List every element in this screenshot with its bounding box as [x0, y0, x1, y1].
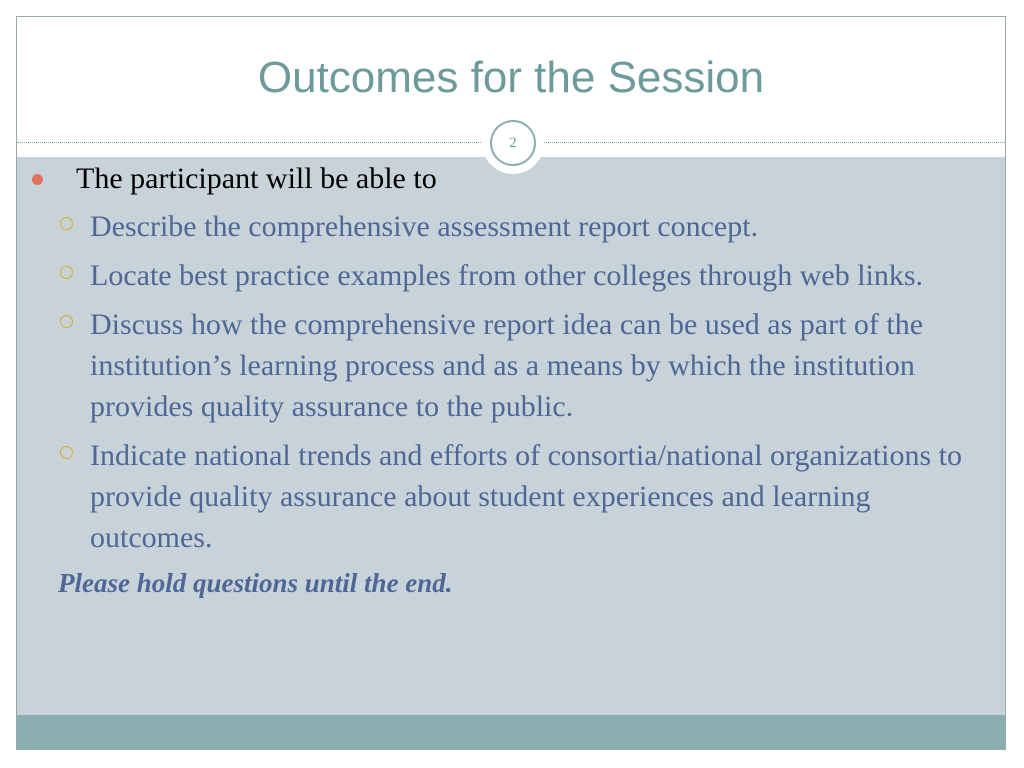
- sub-bullet-text: Indicate national trends and efforts of consortia/national organizations to provide quality assurance about student experiences and learning outcomes.: [90, 439, 962, 554]
- hollow-circle-bullet-icon: [60, 266, 73, 279]
- filled-circle-bullet-icon: [32, 174, 43, 185]
- sub-bullet-item: [90, 304, 970, 427]
- sub-bullet-item: [90, 435, 970, 558]
- sub-bullet-text: Discuss how the comprehensive report idea can be used as part of the institution’s learning process and as a means by which the institution provides quality assurance to the public.: [90, 308, 924, 423]
- sub-bullet-item: [90, 255, 970, 296]
- slide-note: Please hold questions until the end.: [58, 568, 453, 598]
- hollow-circle-bullet-icon: [60, 315, 73, 328]
- hollow-circle-bullet-icon: [60, 217, 73, 230]
- footer-band: [17, 715, 1005, 750]
- bullet-item: [58, 160, 1024, 198]
- slide-title: Outcomes for the Session: [257, 53, 765, 102]
- hollow-circle-bullet-icon: [60, 446, 73, 459]
- sub-bullet-text: Describe the comprehensive assessment report concept.: [90, 210, 759, 243]
- sub-bullet-text: Locate best practice examples from other colleges through web links.: [90, 259, 924, 292]
- page-number: 2: [490, 120, 536, 166]
- bullet-list: [0, 160, 1024, 600]
- sub-bullet-item: [90, 206, 970, 247]
- bullet-text: The participant will be able to: [76, 162, 437, 195]
